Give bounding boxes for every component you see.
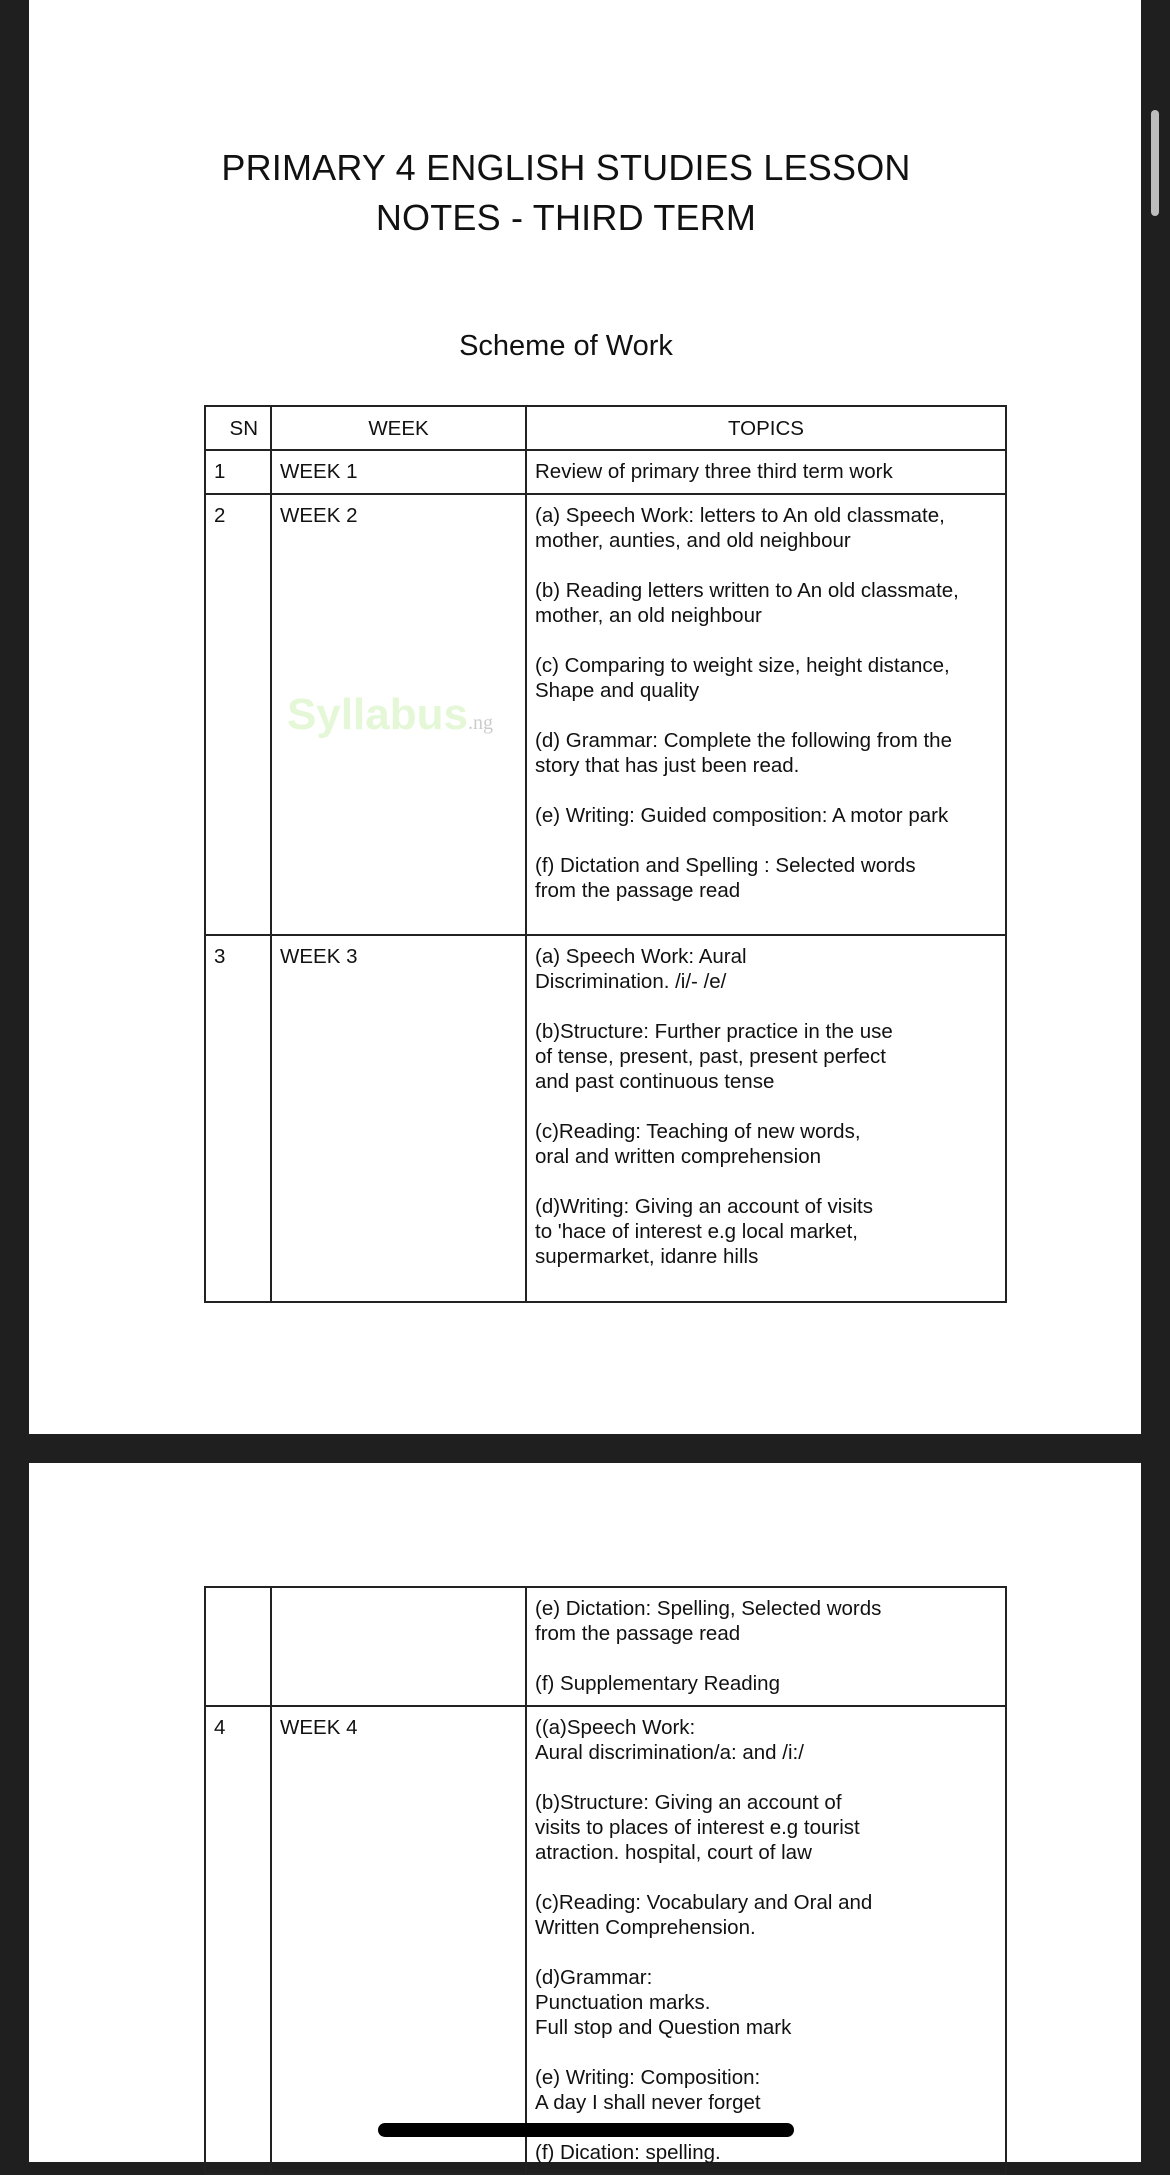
table-row [205,1706,1006,2174]
topic-item: (f) Dictation and Spelling : Selected words from the passage read [535,854,916,902]
table-header-row [205,406,1006,450]
header-topics: TOPICS [526,406,1006,450]
cell-sn: 4 [205,1706,271,2174]
scrollbar-thumb[interactable] [1151,110,1159,216]
cell-week: WEEK 3 [271,935,526,1302]
cell-week: WEEK 2 [271,494,526,935]
cell-topics [526,1587,1006,1706]
cell-sn: 3 [205,935,271,1302]
topic-item: Review of primary three third term work [535,460,893,483]
document-page-1 [29,0,1141,1434]
table-row [205,935,1006,1302]
cell-topics [526,450,1006,494]
cell-sn: 1 [205,450,271,494]
topic-item: ((a)Speech Work: Aural discrimination/a: and /i:/ [535,1716,804,1764]
cell-topics [526,935,1006,1302]
topic-item: (d) Grammar: Complete the following from the story that has just been read. [535,729,952,777]
cell-week [271,1587,526,1706]
cell-sn [205,1587,271,1706]
header-week: WEEK [271,406,526,450]
topic-item: (a) Speech Work: Aural Discrimination. /i/- /e/ [535,945,747,993]
home-indicator[interactable] [378,2123,794,2137]
topic-item: (b)Structure: Giving an account of visits to places of interest e.g tourist atraction. hospital, court of law [535,1791,860,1864]
cell-week: WEEK 1 [271,450,526,494]
cell-topics [526,494,1006,935]
topic-item: (a) Speech Work: letters to An old classmate, mother, aunties, and old neighbour [535,504,945,552]
watermark-logo [287,690,493,748]
topic-item: (e) Writing: Composition: A day I shall never forget [535,2066,761,2114]
header-sn: SN [205,406,271,450]
cell-sn: 2 [205,494,271,935]
topic-item: (c) Comparing to weight size, height distance, Shape and quality [535,654,950,702]
topic-item: (c)Reading: Teaching of new words, oral and written comprehension [535,1120,861,1168]
topic-item: (e) Writing: Guided composition: A motor park [535,804,949,827]
cell-week: WEEK 4 [271,1706,526,2174]
scheme-table-page-1 [204,405,1007,1303]
scheme-table-page-2 [204,1586,1007,2175]
watermark-main: Syllabus [287,690,468,739]
watermark-suffix: .ng [467,712,493,734]
topic-item: (d)Grammar: Punctuation marks. Full stop and Question mark [535,1966,792,2039]
document-title: PRIMARY 4 ENGLISH STUDIES LESSON NOTES - THIRD TERM [221,147,911,238]
topic-item: (d)Writing: Giving an account of visits to 'hace of interest e.g local market, supermarket, idanre hills [535,1195,873,1268]
topic-item: (c)Reading: Vocabulary and Oral and Written Comprehension. [535,1891,873,1939]
table-row [205,1587,1006,1706]
scheme-of-work-heading: Scheme of Work [459,330,673,362]
topic-item: (e) Dictation: Spelling, Selected words from the passage read [535,1597,882,1645]
topic-item: (f) Dication: spelling. [535,2141,721,2164]
document-page-2 [29,1463,1141,2162]
topic-item: (b) Reading letters written to An old classmate, mother, an old neighbour [535,579,959,627]
table-row [205,450,1006,494]
topic-item: (b)Structure: Further practice in the use of tense, present, past, present perfect and past continuous tense [535,1020,893,1093]
cell-topics [526,1706,1006,2174]
topic-item: (f) Supplementary Reading [535,1672,780,1695]
